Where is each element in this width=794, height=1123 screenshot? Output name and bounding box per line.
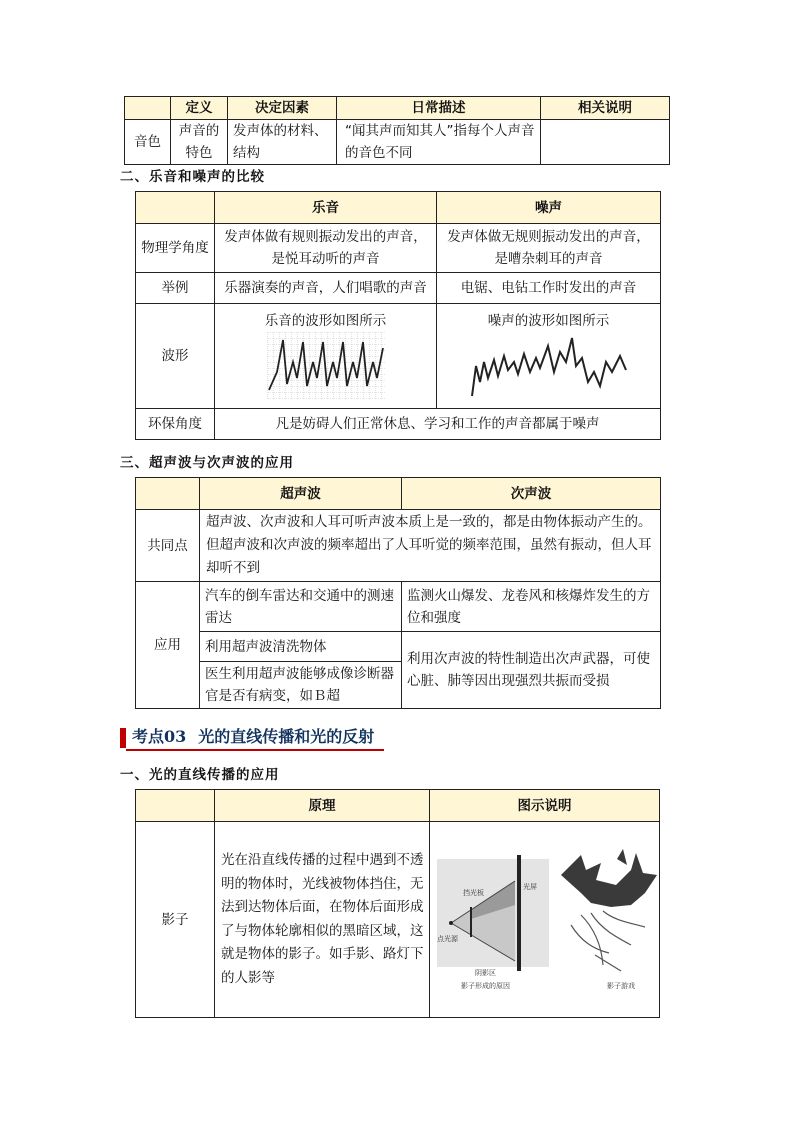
music-noise-table bbox=[135, 191, 661, 440]
header-daily: 日常描述 bbox=[337, 97, 541, 120]
header-cell bbox=[136, 478, 200, 510]
header-music: 乐音 bbox=[215, 192, 437, 224]
header-ultrasound: 超声波 bbox=[200, 478, 402, 510]
header-infrasound: 次声波 bbox=[402, 478, 661, 510]
header-cell bbox=[136, 790, 215, 822]
label-block: 挡光板 bbox=[462, 888, 484, 897]
header-cell bbox=[136, 192, 215, 224]
row-label-application: 应用 bbox=[136, 582, 200, 709]
caption-shadow-cause: 影子形成的原因 bbox=[460, 981, 510, 990]
shadow-principle: 光在沿直线传播的过程中遇到不透明的物体时，光线被物体挡住，无法到达物体后面，在物体后面形成了与物体轮廓相似的黑暗区域，这就是物体的影子。如手影、路灯下的人影等 bbox=[215, 822, 430, 1018]
row-label-waveform: 波形 bbox=[136, 304, 215, 409]
row-label-shadow: 影子 bbox=[136, 822, 215, 1018]
shadow-illustration-cell bbox=[430, 822, 660, 1018]
noise-waveform-caption: 噪声的波形如图所示 bbox=[487, 313, 610, 329]
caption-shadow-game: 影子游戏 bbox=[606, 981, 635, 990]
noise-physics: 发声体做无规则振动发出的声音，是嘈杂刺耳的声音 bbox=[437, 224, 661, 273]
music-waveform-caption: 乐音的波形如图所示 bbox=[264, 313, 387, 329]
kaodian-text: 光的直线传播和光的反射 bbox=[198, 727, 375, 746]
music-waveform-image bbox=[267, 332, 385, 400]
light-propagation-table bbox=[135, 789, 660, 1018]
definition-cell: 声音的特色 bbox=[171, 120, 228, 165]
music-example: 乐器演奏的声音，人们唱歌的声音 bbox=[215, 273, 437, 304]
header-noise: 噪声 bbox=[437, 192, 661, 224]
factor-cell: 发声体的材料、结构 bbox=[228, 120, 337, 165]
header-definition: 定义 bbox=[171, 97, 228, 120]
noise-example: 电锯、电钻工作时发出的声音 bbox=[437, 273, 661, 304]
row-label-environment: 环保角度 bbox=[136, 409, 215, 440]
row-label-example: 举例 bbox=[136, 273, 215, 304]
ultrasound-app-1: 汽车的倒车雷达和交通中的测速雷达 bbox=[200, 582, 402, 632]
common-cell: 超声波、次声波和人耳可听声波本质上是一致的，都是由物体振动产生的。但超声波和次声波的频率超出了人耳听觉的频率范围，虽然有振动，但人耳却听不到 bbox=[200, 510, 661, 582]
timbre-table bbox=[124, 96, 670, 165]
row-label-common: 共同点 bbox=[136, 510, 200, 582]
noise-waveform-image bbox=[464, 332, 634, 404]
row-label: 音色 bbox=[125, 120, 171, 165]
ultrasound-app-2: 利用超声波清洗物体 bbox=[200, 632, 402, 662]
header-factor: 决定因素 bbox=[228, 97, 337, 120]
section-title-music-noise: 二、乐音和噪声的比较 bbox=[120, 169, 265, 185]
header-note: 相关说明 bbox=[541, 97, 670, 120]
kaodian-heading bbox=[120, 724, 384, 751]
infrasound-app-2: 利用次声波的特性制造出次声武器，可使心脏、肺等因出现强烈共振而受损 bbox=[402, 632, 661, 709]
music-waveform-cell bbox=[215, 304, 437, 409]
header-illustration: 图示说明 bbox=[430, 790, 660, 822]
ultrasound-app-3: 医生利用超声波能够成像诊断器官是否有病变，如Ｂ超 bbox=[200, 662, 402, 709]
header-cell bbox=[125, 97, 171, 120]
header-principle: 原理 bbox=[215, 790, 430, 822]
label-shadow-area: 阴影区 bbox=[474, 968, 496, 977]
kaodian-title bbox=[126, 724, 384, 751]
shadow-illustration bbox=[431, 845, 659, 995]
section-title-light: 一、光的直线传播的应用 bbox=[120, 767, 280, 783]
ultrasound-infrasound-table bbox=[135, 477, 661, 709]
row-label-physics: 物理学角度 bbox=[136, 224, 215, 273]
label-screen: 光屏 bbox=[522, 882, 537, 891]
noise-waveform-cell bbox=[437, 304, 661, 409]
section-title-ultrasound: 三、超声波与次声波的应用 bbox=[120, 455, 294, 471]
infrasound-app-1: 监测火山爆发、龙卷风和核爆炸发生的方位和强度 bbox=[402, 582, 661, 632]
environment-cell: 凡是妨碍人们正常休息、学习和工作的声音都属于噪声 bbox=[215, 409, 661, 440]
note-cell bbox=[541, 120, 670, 165]
kaodian-number: 考点03 bbox=[132, 727, 187, 746]
label-source: 点光源 bbox=[436, 934, 458, 943]
music-physics: 发声体做有规则振动发出的声音，是悦耳动听的声音 bbox=[215, 224, 437, 273]
daily-cell: “闻其声而知其人”指每个人声音的音色不同 bbox=[337, 120, 541, 165]
